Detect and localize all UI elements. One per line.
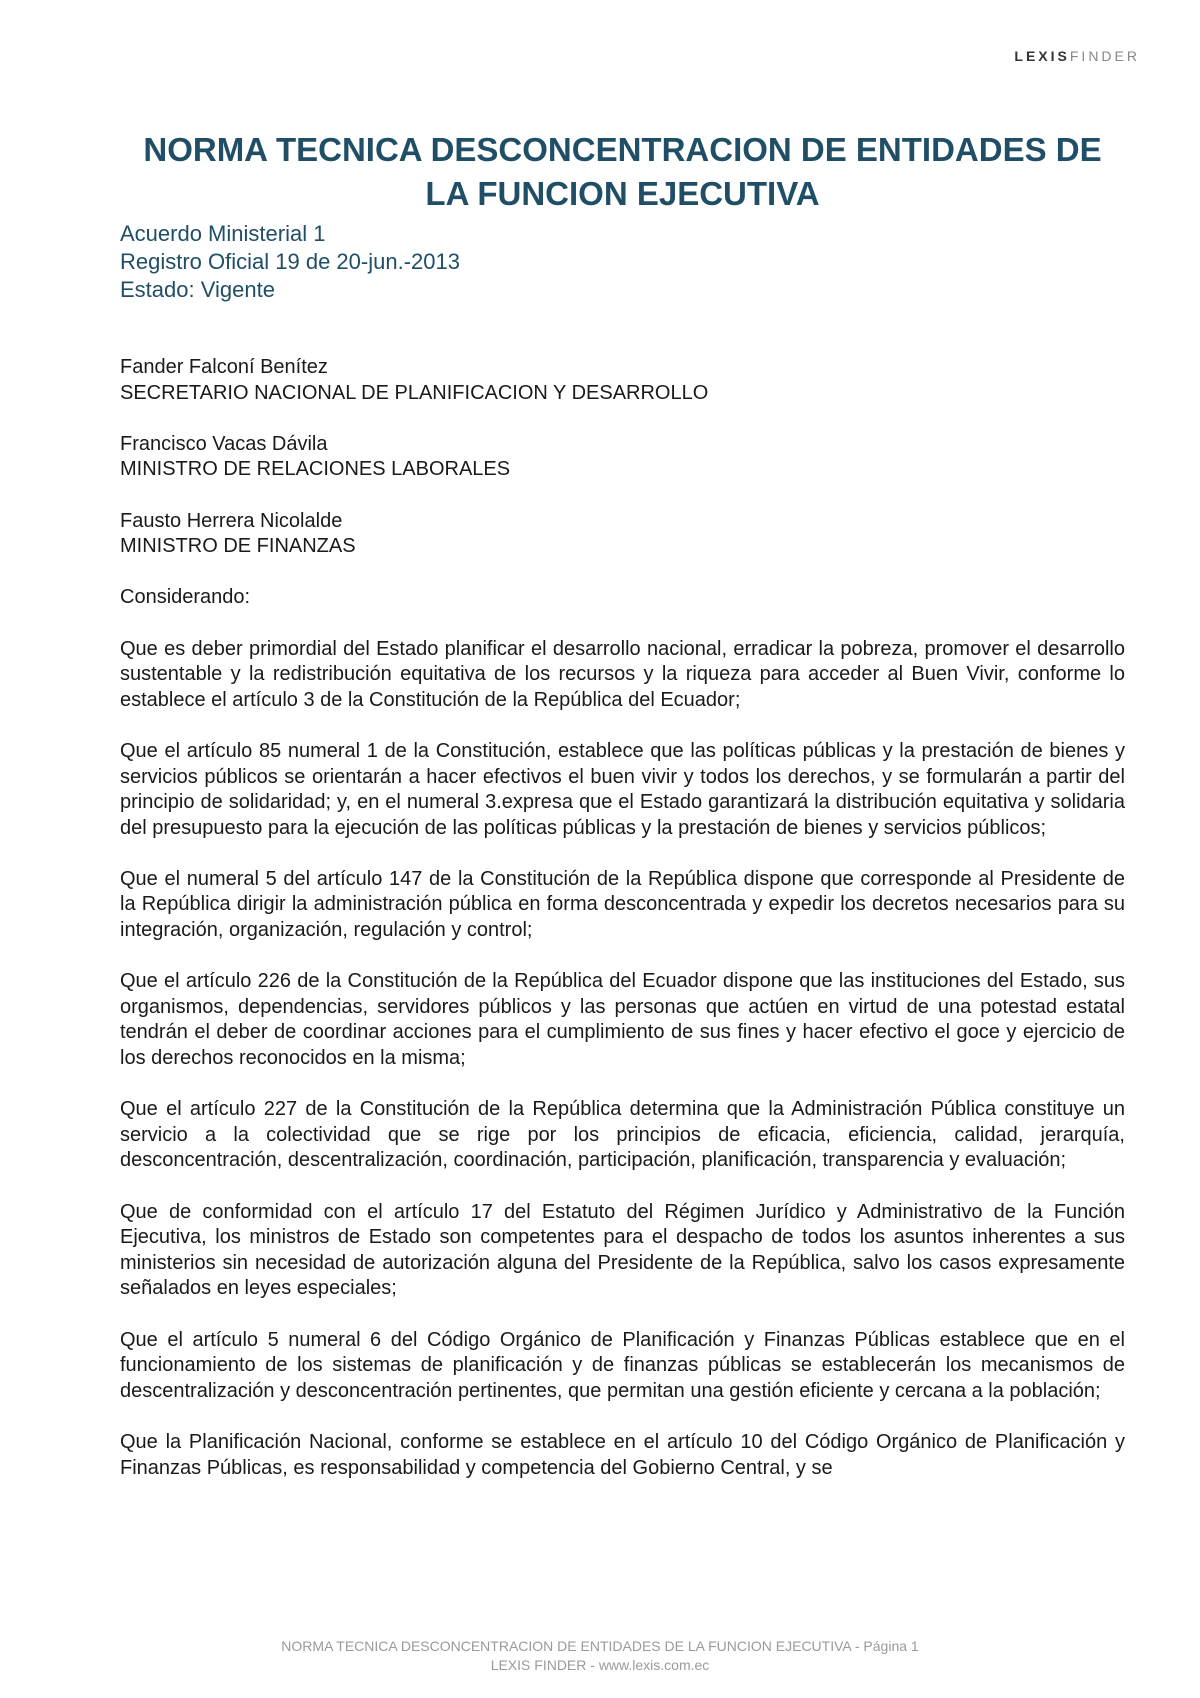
signatory-role: SECRETARIO NACIONAL DE PLANIFICACION Y DESARROLLO [120, 381, 709, 404]
logo-light-text: FINDER [1069, 48, 1140, 64]
signatory-name: Fausto Herrera Nicolalde [120, 509, 343, 532]
signatory [120, 355, 1125, 406]
paragraph: Que el artículo 85 numeral 1 de la Constitución, establece que las políticas públicas y la prestación de bienes y servicios públicos se orientarán a hacer efectivos el buen vivir y todos los derechos, y se formularán a partir del principio de solidaridad; y, en el numeral 3.expresa que el Estado garantizará la distribución equitativa y solidaria del presupuesto para la ejecución de las políticas públicas y la prestación de bienes y servicios públicos; [120, 739, 1125, 839]
paragraph: Que es deber primordial del Estado planificar el desarrollo nacional, erradicar la pobreza, promover el desarrollo sustentable y la redistribución equitativa de los recursos y la riqueza para acceder al Buen Vivir, conforme lo establece el artículo 3 de la Constitución de la República del Ecuador; [120, 637, 1125, 711]
paragraph: Que el artículo 226 de la Constitución de la República del Ecuador dispone que las instituciones del Estado, sus organismos, dependencias, servidores públicos y las personas que actúen en virtud de una potestad estatal tendrán el deber de coordinar acciones para el cumplimiento de sus fines y hacer efectivo el goce y ejercicio de los derechos reconocidos en la misma; [120, 970, 1125, 1070]
document-title: NORMA TECNICA DESCONCENTRACION DE ENTIDADES DE LA FUNCION EJECUTIVA [143, 131, 1102, 212]
document-body [120, 355, 1125, 1507]
paragraph: Que la Planificación Nacional, conforme se establece en el artículo 10 del Código Orgánico de Planificación y Finanzas Públicas, es responsabilidad y competencia del Gobierno Central, y se [120, 1430, 1125, 1479]
considerando-heading: Considerando: [120, 586, 251, 609]
footer-site: LEXIS FINDER - www.lexis.com.ec [490, 1657, 710, 1673]
lexis-finder-logo [1014, 48, 1140, 64]
footer-title-page: NORMA TECNICA DESCONCENTRACION DE ENTIDADES DE LA FUNCION EJECUTIVA - Página 1 [281, 1638, 919, 1654]
document-meta [120, 220, 460, 304]
meta-estado: Estado: Vigente [120, 277, 275, 302]
signatory-role: MINISTRO DE RELACIONES LABORALES [120, 458, 511, 481]
signatory [120, 432, 1125, 483]
logo-bold-text: LEXIS [1014, 48, 1070, 64]
meta-registro: Registro Oficial 19 de 20-jun.-2013 [120, 249, 460, 274]
paragraph: Que de conformidad con el artículo 17 del Estatuto del Régimen Jurídico y Administrativo de la Función Ejecutiva, los ministros de Estado son competentes para el despacho de todos los asuntos inherentes a sus ministerios sin necesidad de autorización alguna del Presidente de la República, salvo los casos expresamente señalados en leyes especiales; [120, 1200, 1125, 1300]
paragraph: Que el numeral 5 del artículo 147 de la Constitución de la República dispone que corresponde al Presidente de la República dirigir la administración pública en forma desconcentrada y expedir los decretos necesarios para su integración, organización, regulación y control; [120, 867, 1125, 942]
paragraph: Que el artículo 227 de la Constitución de la República determina que la Administración Pública constituye un servicio a la colectividad que se rige por los principios de eficacia, eficiencia, calidad, jerarquía, desconcentración, descentralización, coordinación, participación, planificación, transparencia y evaluación; [120, 1098, 1125, 1172]
signatory-name: Francisco Vacas Dávila [120, 432, 328, 455]
meta-acuerdo: Acuerdo Ministerial 1 [120, 221, 326, 246]
paragraph: Que el artículo 5 numeral 6 del Código Orgánico de Planificación y Finanzas Públicas establece que en el funcionamiento de los sistemas de planificación y de finanzas públicas se establecerán los mecanismos de descentralización y desconcentración pertinentes, que permitan una gestión eficiente y cercana a la población; [120, 1328, 1125, 1402]
signatory-role: MINISTRO DE FINANZAS [120, 535, 356, 558]
signatory [120, 509, 1125, 560]
page-footer [0, 1637, 1200, 1675]
signatory-name: Fander Falconí Benítez [120, 356, 328, 378]
